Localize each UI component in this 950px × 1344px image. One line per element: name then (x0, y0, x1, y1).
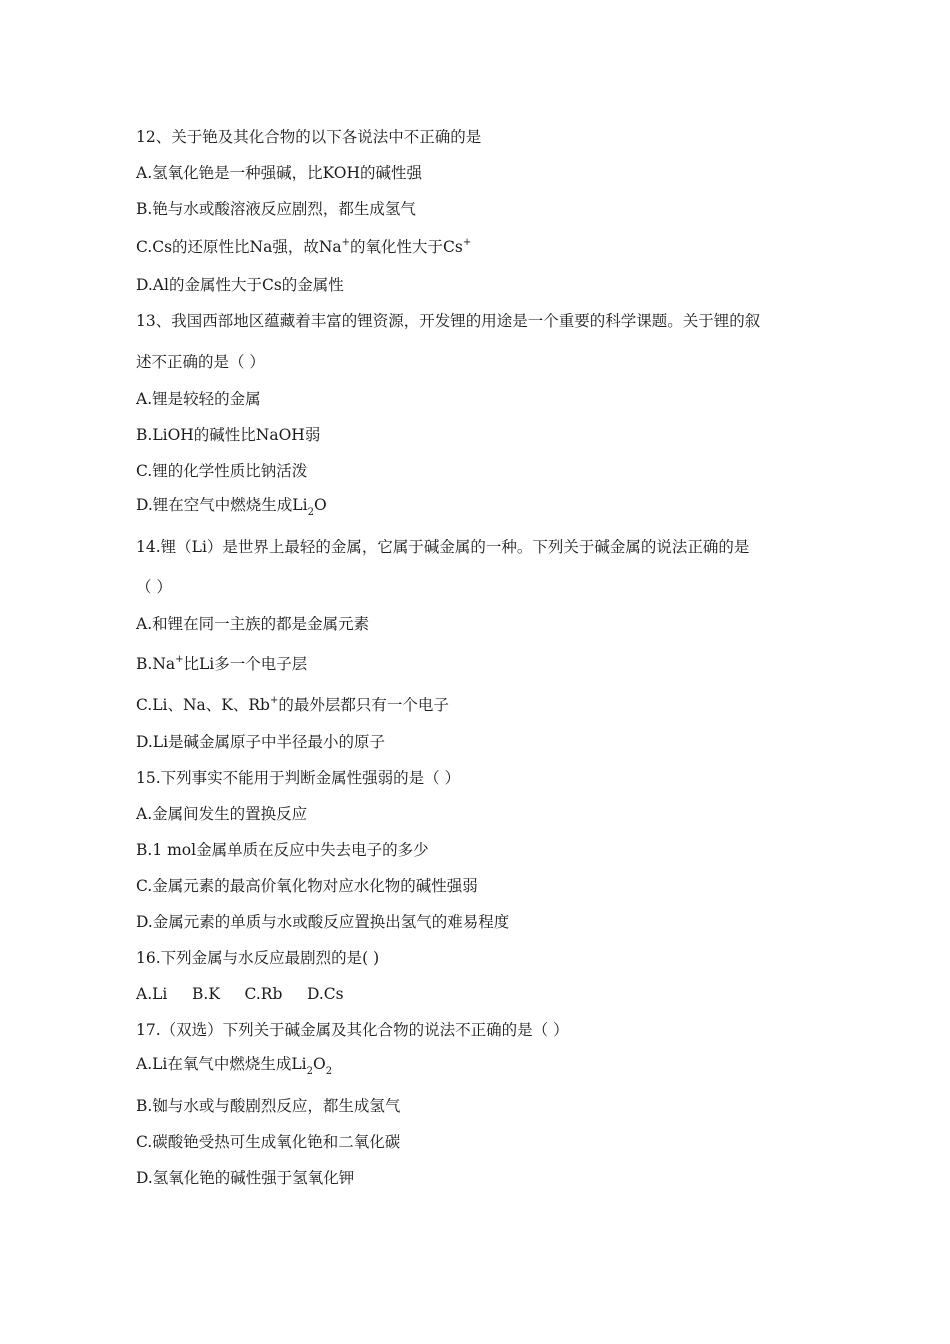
subscript: 2 (325, 1066, 333, 1077)
superscript: + (341, 237, 351, 248)
superscript: + (175, 654, 184, 665)
question-17-option-b: B.铷与水或与酸剧烈反应，都生成氢气 (136, 1097, 401, 1115)
question-13-option-a: A.锂是较轻的金属 (136, 390, 261, 408)
question-14-stem-line2: （ ） (136, 578, 172, 596)
question-17-option-a (136, 1053, 332, 1075)
question-14-option-c (136, 694, 449, 716)
question-14-stem-line1: 14.锂（Li）是世界上最轻的金属，它属于碱金属的一种。下列关于碱金属的说法正确的是 (136, 538, 750, 556)
subscript: 2 (307, 507, 314, 518)
question-14-option-a: A.和锂在同一主族的都是金属元素 (136, 615, 370, 633)
question-12-option-d: D.Al的金属性大于Cs的金属性 (136, 276, 344, 294)
question-17-option-d: D.氢氧化铯的碱性强于氢氧化钾 (136, 1169, 355, 1187)
question-15-stem: 15.下列事实不能用于判断金属性强弱的是（ ） (136, 769, 461, 787)
text-run: O (313, 496, 327, 514)
question-17-option-c: C.碳酸铯受热可生成氧化铯和二氧化碳 (136, 1133, 401, 1151)
question-13-option-d (136, 494, 327, 516)
text-run: D.锂在空气中燃烧生成Li (136, 496, 308, 514)
question-15-option-b: B.1 mol金属单质在反应中失去电子的多少 (136, 841, 429, 859)
text-run: 的最外层都只有一个电子 (278, 696, 449, 714)
text-run: C.Li、Na、K、Rb (136, 696, 270, 714)
question-12-option-b: B.铯与水或酸溶液反应剧烈，都生成氢气 (136, 200, 416, 218)
question-14-option-b (136, 653, 307, 675)
question-13-option-b: B.LiOH的碱性比NaOH弱 (136, 426, 321, 444)
text-run: 比Li多一个电子层 (183, 655, 308, 673)
question-17-stem: 17.（双选）下列关于碱金属及其化合物的说法不正确的是（ ） (136, 1021, 569, 1039)
question-12-stem: 12、关于铯及其化合物的以下各说法中不正确的是 (136, 128, 482, 146)
text-run: O (313, 1055, 326, 1073)
question-12-option-c (136, 236, 471, 258)
question-13-stem-line2: 述不正确的是（ ） (136, 353, 265, 371)
text-run: A.Li在氧气中燃烧生成Li (136, 1055, 307, 1073)
question-12-option-a: A.氢氧化铯是一种强碱，比KOH的碱性强 (136, 164, 423, 182)
question-15-option-c: C.金属元素的最高价氧化物对应水化物的碱性强弱 (136, 877, 478, 895)
text-run: C.Cs的还原性比Na强，故Na (136, 238, 342, 256)
question-16-options: A.Li B.K C.Rb D.Cs (136, 985, 344, 1003)
question-16-stem: 16.下列金属与水反应最剧烈的是( ) (136, 949, 380, 967)
superscript: + (462, 237, 472, 248)
question-13-option-c: C.锂的化学性质比钠活泼 (136, 462, 308, 480)
question-15-option-d: D.金属元素的单质与水或酸反应置换出氢气的难易程度 (136, 913, 510, 931)
question-14-option-d: D.Li是碱金属原子中半径最小的原子 (136, 733, 386, 751)
text-run: B.Na (136, 655, 176, 673)
question-15-option-a: A.金属间发生的置换反应 (136, 805, 308, 823)
text-run: 的氧化性大于Cs (350, 238, 463, 256)
question-13-stem-line1: 13、我国西部地区蕴藏着丰富的锂资源，开发锂的用途是一个重要的科学课题。关于锂的叙 (136, 312, 761, 330)
subscript: 2 (306, 1066, 313, 1077)
superscript: + (269, 695, 279, 706)
